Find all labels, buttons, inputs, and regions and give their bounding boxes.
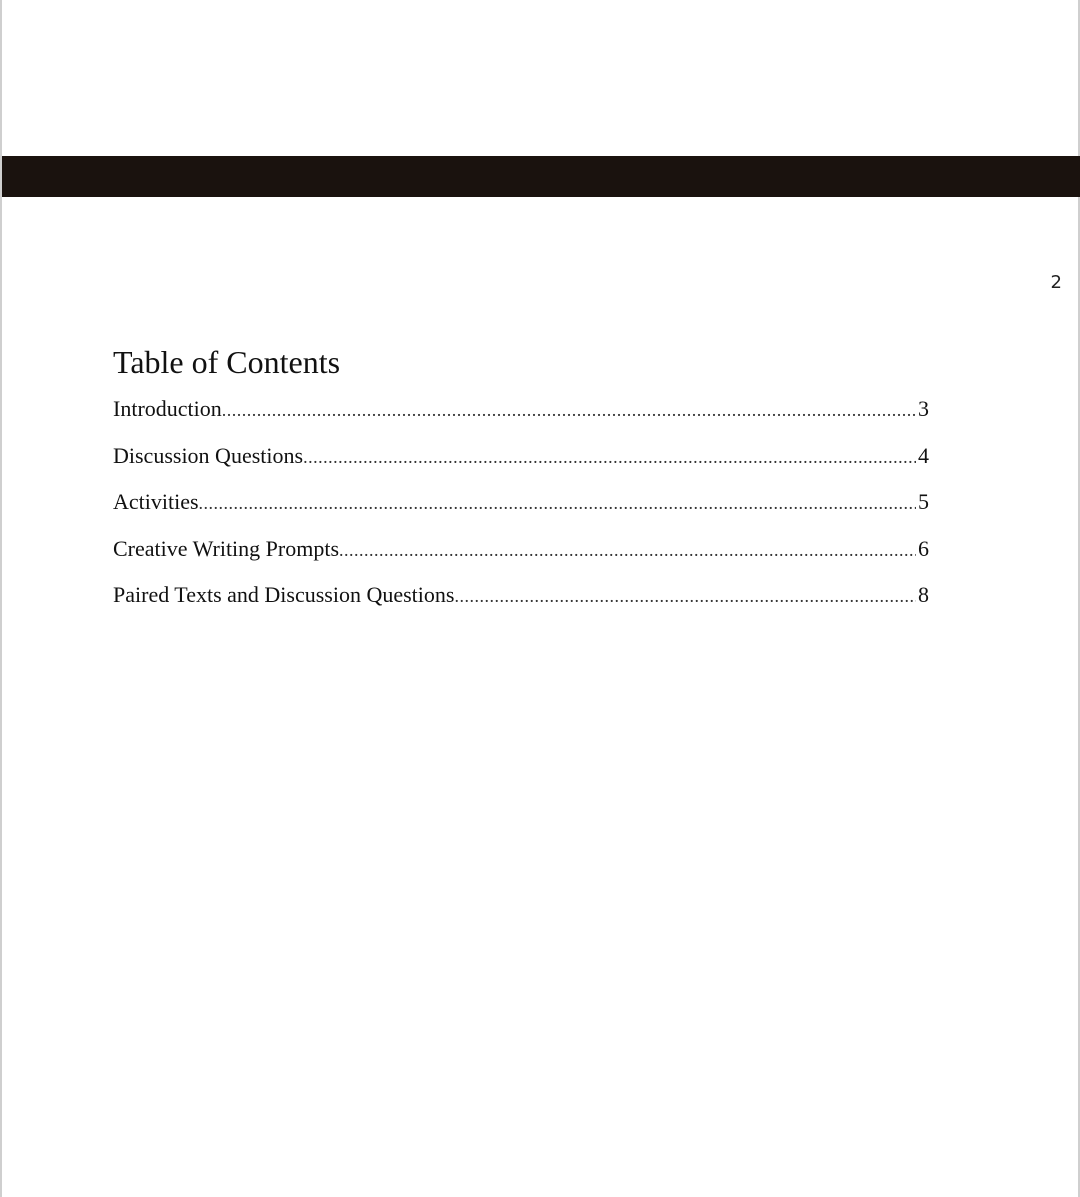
toc-entry-label: Introduction [113, 396, 222, 421]
toc-entry-label: Activities [113, 489, 199, 514]
header-band [2, 156, 1080, 197]
toc-leader-dots [454, 586, 916, 607]
toc-entry-label: Discussion Questions [113, 442, 304, 468]
toc-entry-label: Creative Writing Prompts [113, 535, 340, 561]
toc-entry-page: 3 [918, 396, 929, 421]
page-number: 2 [1050, 272, 1062, 293]
toc-leader-dots [222, 400, 916, 421]
toc-entry-page: 4 [918, 442, 929, 468]
toc-entry-introduction[interactable] [113, 396, 929, 443]
toc-entry-discussion-questions[interactable] [113, 443, 929, 490]
toc-list [113, 396, 929, 629]
toc-entry-page: 8 [918, 582, 929, 607]
toc-title: Table of Contents [113, 344, 341, 380]
toc-leader-dots [199, 493, 916, 514]
toc-entry-paired-texts[interactable] [113, 582, 929, 629]
toc-leader-dots [303, 447, 916, 468]
toc-entry-creative-writing-prompts[interactable] [113, 536, 929, 583]
toc-entry-label: Paired Texts and Discussion Questions [113, 582, 455, 607]
toc-entry-page: 6 [918, 535, 929, 561]
toc-entry-activities[interactable] [113, 489, 929, 536]
toc-leader-dots [339, 540, 916, 561]
table-of-contents [113, 342, 929, 629]
toc-entry-page: 5 [918, 489, 929, 514]
